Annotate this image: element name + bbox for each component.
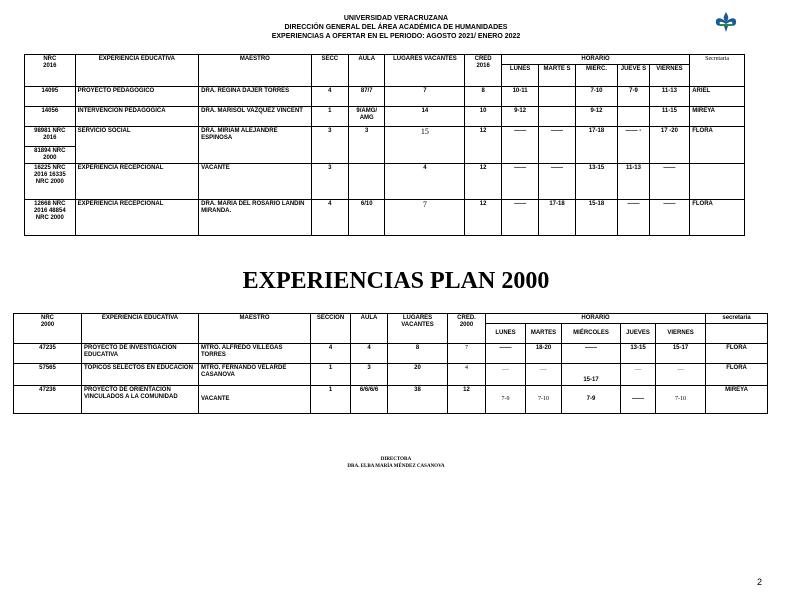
cred-cell: 12 — [448, 386, 486, 414]
university-name: UNIVERSIDAD VERACRUZANA — [343, 15, 449, 22]
col-martes-header: MARTES — [526, 324, 562, 344]
col-experiencia-header: EXPERIENCIA EDUCATIVA — [75, 55, 199, 87]
cred-cell: 12 — [465, 127, 501, 164]
experiencia-cell: SERVICIO SOCIAL — [75, 127, 199, 164]
martes-cell: 18-20 — [526, 344, 562, 364]
aula-cell: 4 — [351, 344, 388, 364]
nrc-cell: 98981 NRC 2016 — [25, 127, 76, 147]
secretaria-cell: FLORA — [690, 127, 745, 164]
maestro-cell: VACANTE — [199, 386, 311, 414]
lunes-cell: —— — [501, 164, 538, 200]
maestro-cell: MTRO. FERNANDO VELARDE CASANOVA — [199, 364, 311, 386]
col-aula-header: AULA — [351, 314, 388, 344]
nrc-cell: 47235 — [14, 344, 82, 364]
aula-cell: 87/7 — [349, 87, 385, 107]
uv-logo-icon — [712, 10, 740, 34]
miercoles-cell: 15-18 — [575, 200, 618, 236]
table-row — [25, 127, 745, 147]
viernes-cell: 15-17 — [656, 344, 706, 364]
secc-cell: 3 — [311, 164, 348, 200]
col-viernes-header: VIERNES — [649, 65, 690, 87]
lugares-cell: 14 — [385, 107, 465, 127]
experiencia-cell: PROYECTO PEDAGOGICO — [75, 87, 199, 107]
col-secretaria-header: secretaria — [706, 314, 768, 324]
nrc-cell: 47236 — [14, 386, 82, 414]
jueves-cell: —— — [618, 200, 649, 236]
col-viernes-header: VIERNES — [656, 324, 706, 344]
lugares-cell: 15 — [385, 127, 465, 164]
aula-cell: 9/AMG/ AMG — [349, 107, 385, 127]
maestro-cell: DRA. MIRIAM ALEJANDRE ESPINOSA — [199, 127, 311, 164]
period-title: EXPERIENCIAS A OFERTAR EN EL PERIODO: AGOSTO 2021/ ENERO 2022 — [271, 33, 521, 40]
martes-cell: 17-18 — [539, 200, 575, 236]
lugares-cell: 4 — [385, 164, 465, 200]
maestro-cell: DRA. MARISOL VAZQUEZ VINCENT — [199, 107, 311, 127]
secretaria-cell: MIREYA — [690, 107, 745, 127]
col-martes-header: MARTE S — [539, 65, 575, 87]
col-secretaria-header: Secretaria — [690, 55, 745, 87]
experiencia-cell: PROYECTO DE ORIENTACIÓN VINCULADOS A LA COMUNIDAD — [82, 386, 199, 414]
col-aula-header: AULA — [349, 55, 385, 87]
viernes-cell: —— — [649, 200, 690, 236]
col-maestro-header: MAESTRO — [199, 55, 311, 87]
offer-table-2016 — [24, 54, 745, 236]
col-lunes-header: LUNES — [486, 324, 526, 344]
col-cred-header: CRED 2016 — [465, 55, 501, 87]
secretaria-cell: FLORA — [706, 344, 768, 364]
col-miercoles-header: MIÉRCOLES — [562, 324, 621, 344]
experiencia-cell: EXPERIENCIA RECEPCIONAL — [75, 200, 199, 236]
cred-cell: 12 — [465, 200, 501, 236]
page-number: 2 — [757, 577, 763, 587]
viernes-cell: —— — [649, 164, 690, 200]
secc-cell: 4 — [311, 87, 348, 107]
maestro-cell: VACANTE — [199, 164, 311, 200]
table-row — [25, 200, 745, 236]
maestro-cell: MTRO. ALFREDO VILLEGAS TORRES — [199, 344, 311, 364]
nrc-cell: 16225 NRC 2016 16335 NRC 2000 — [25, 164, 76, 200]
maestro-cell: DRA. MARIA DEL ROSARIO LANDIN MIRANDA. — [199, 200, 311, 236]
cred-cell: 12 — [465, 164, 501, 200]
jueves-cell: —— — [621, 386, 656, 414]
martes-cell: —— — [539, 127, 575, 164]
martes-cell: __ — [526, 364, 562, 386]
lunes-cell: __ — [486, 364, 526, 386]
maestro-cell: DRA. REGINA DAJER TORRES — [199, 87, 311, 107]
section-title: EXPERIENCIAS PLAN 2000 — [242, 268, 550, 294]
lunes-cell: 10-11 — [501, 87, 538, 107]
viernes-cell: 11-15 — [649, 107, 690, 127]
nrc-cell: 12668 NRC 2016 48854 NRC 2000 — [25, 200, 76, 236]
aula-cell: 6/6/6/6 — [351, 386, 388, 414]
martes-cell: 7-10 — [526, 386, 562, 414]
col-maestro-header: MAESTRO — [199, 314, 311, 344]
cred-cell: 8 — [465, 87, 501, 107]
nrc-cell: 14095 — [25, 87, 76, 107]
col-jueves-header: JUEVE S — [618, 65, 649, 87]
secretaria-cell: FLORA — [706, 364, 768, 386]
table-row — [25, 164, 745, 200]
experiencia-cell: EXPERIENCIA RECEPCIONAL — [75, 164, 199, 200]
miercoles-cell: 15-17 — [562, 364, 621, 386]
lugares-cell: 20 — [388, 364, 448, 386]
miercoles-cell: 9-12 — [575, 107, 618, 127]
col-horario-header: HORARIO — [501, 55, 689, 65]
lunes-cell: 7-9 — [486, 386, 526, 414]
col-lunes-header: LUNES — [501, 65, 538, 87]
secretaria-header-blank — [706, 324, 768, 344]
table-row — [14, 364, 768, 386]
viernes-cell: 17 -20 — [649, 127, 690, 164]
miercoles-cell: 7-10 — [575, 87, 618, 107]
offer-table-2000 — [13, 313, 768, 414]
nrc-cell: 81894 NRC 2000 — [25, 147, 76, 164]
signature-role: DIRECTORA — [380, 457, 412, 462]
secretaria-cell: MIREYA — [706, 386, 768, 414]
viernes-cell: __ — [656, 364, 706, 386]
cred-cell: 7 — [448, 344, 486, 364]
lugares-cell: 38 — [388, 386, 448, 414]
secc-cell: 4 — [311, 200, 348, 236]
col-nrc-header: NRC 2016 — [25, 55, 76, 87]
aula-cell: 3 — [349, 127, 385, 164]
experiencia-cell: TÓPICOS SELECTOS EN EDUCACIÓN — [82, 364, 199, 386]
jueves-cell: 13-15 — [621, 344, 656, 364]
lunes-cell: —— — [501, 200, 538, 236]
jueves-cell: 11-13 — [618, 164, 649, 200]
aula-cell — [349, 164, 385, 200]
col-seccion-header: SECCION — [311, 314, 351, 344]
col-miercoles-header: MIERC. — [575, 65, 618, 87]
jueves-cell: __ — [621, 364, 656, 386]
seccion-cell: 1 — [311, 386, 351, 414]
miercoles-cell: 17-18 — [575, 127, 618, 164]
seccion-cell: 4 — [311, 344, 351, 364]
viernes-cell: 11-13 — [649, 87, 690, 107]
jueves-cell: —— - — [618, 127, 649, 164]
col-horario-header: HORARIO — [486, 314, 706, 324]
col-secc-header: SECC — [311, 55, 348, 87]
table-row — [14, 386, 768, 414]
secretaria-cell: FLORA — [690, 200, 745, 236]
col-nrc-header: NRC 2000 — [14, 314, 82, 344]
miercoles-cell: 13-15 — [575, 164, 618, 200]
secretaria-cell: ARIEL — [690, 87, 745, 107]
experiencia-cell: INTERVENCIÓN PEDAGÓGICA — [75, 107, 199, 127]
lunes-cell: 9-12 — [501, 107, 538, 127]
table-row — [14, 344, 768, 364]
miercoles-cell: —— — [562, 344, 621, 364]
table-row — [25, 87, 745, 107]
lugares-cell: 7 — [385, 87, 465, 107]
miercoles-cell: 7-9 — [562, 386, 621, 414]
direction-name: DIRECCIÓN GENERAL DEL ÁREA ACADÉMICA DE HUMANIDADES — [284, 24, 508, 31]
lugares-cell: 8 — [388, 344, 448, 364]
seccion-cell: 1 — [311, 364, 351, 386]
lunes-cell: —— — [486, 344, 526, 364]
lunes-cell: —— — [501, 127, 538, 164]
jueves-cell — [618, 107, 649, 127]
signature-name: DRA. ELBA MARÍA MÉNDEZ CASANOVA — [347, 464, 445, 469]
aula-cell: 3 — [351, 364, 388, 386]
col-cred-header: CRED. 2000 — [448, 314, 486, 344]
secretaria-cell — [690, 164, 745, 200]
nrc-cell: 14056 — [25, 107, 76, 127]
martes-cell — [539, 87, 575, 107]
lugares-cell: 7 — [385, 200, 465, 236]
aula-cell: 6/10 — [349, 200, 385, 236]
col-lugares-header: LUGARES VACANTES — [388, 314, 448, 344]
table-row — [25, 107, 745, 127]
col-experiencia-header: EXPERIENCIA EDUCATIVA — [82, 314, 199, 344]
nrc-cell: 57565 — [14, 364, 82, 386]
martes-cell: —— — [539, 164, 575, 200]
cred-cell: 10 — [465, 107, 501, 127]
cred-cell: 4 — [448, 364, 486, 386]
jueves-cell: 7-9 — [618, 87, 649, 107]
secc-cell: 3 — [311, 127, 348, 164]
martes-cell — [539, 107, 575, 127]
viernes-cell: 7-10 — [656, 386, 706, 414]
col-lugares-header: LUGARES VACANTES — [385, 55, 465, 87]
experiencia-cell: PROYECTO DE INVESTIGACIÓN EDUCATIVA — [82, 344, 199, 364]
col-jueves-header: JUEVES — [621, 324, 656, 344]
secc-cell: 1 — [311, 107, 348, 127]
